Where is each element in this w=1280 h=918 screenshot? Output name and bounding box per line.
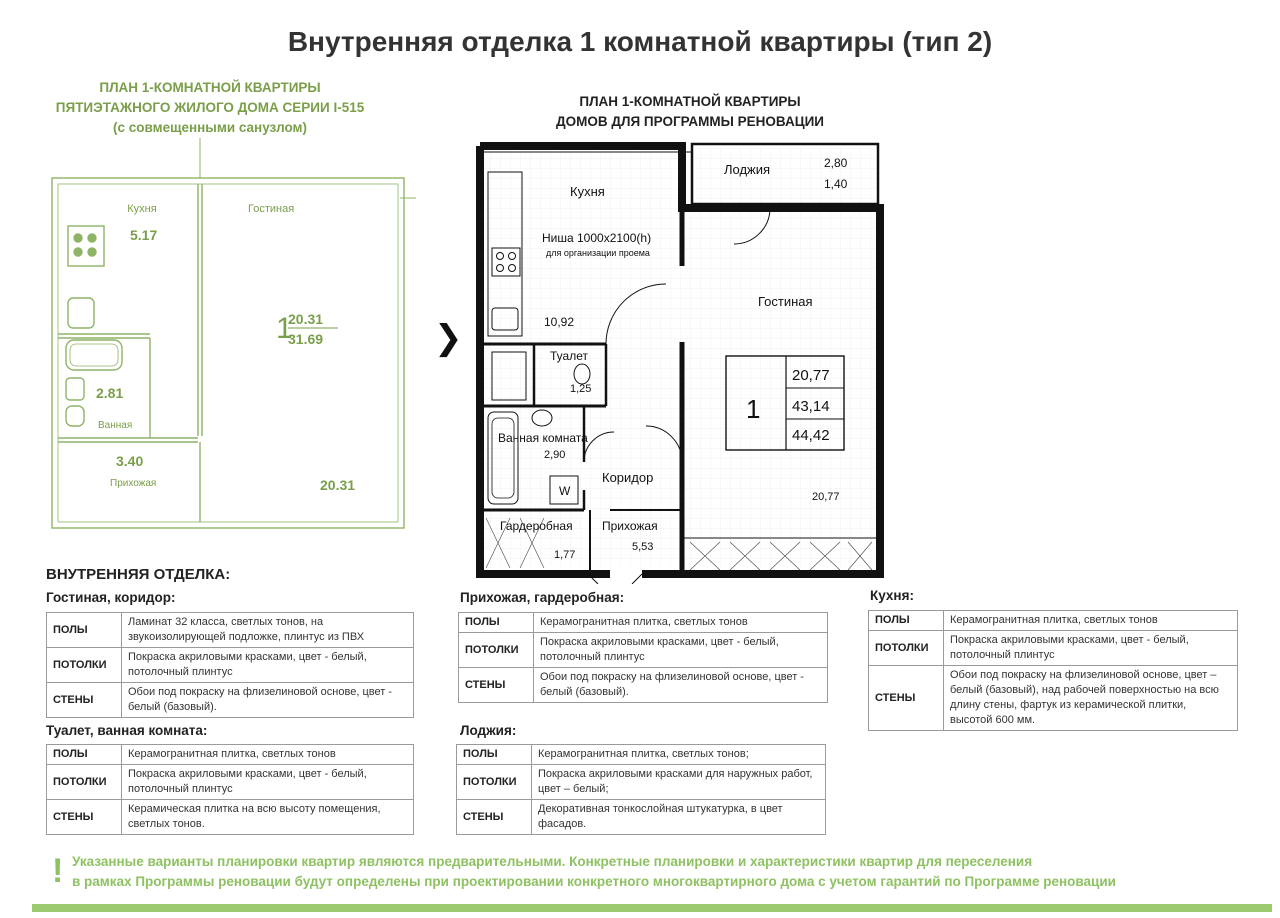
row-value: Керамогранитная плитка, светлых тонов: [944, 611, 1238, 631]
table-row: [47, 613, 414, 648]
row-key: ПОЛЫ: [47, 613, 122, 648]
footer-bar: [32, 904, 1272, 912]
table-row: [47, 683, 414, 718]
row-value: Покраска акриловыми красками, цвет - белый, потолочный плинтус: [122, 648, 414, 683]
spec-table-loggia: [456, 744, 826, 835]
table-row: [457, 765, 826, 800]
room-number: 1: [746, 394, 761, 424]
chevron-right-icon: ❯: [434, 319, 463, 357]
niche-sub-label: для организации проема: [546, 248, 650, 258]
row-key: ПОТОЛКИ: [47, 765, 122, 800]
kitchen-area: 10,92: [544, 315, 575, 329]
row-value: Керамическая плитка на всю высоту помещения, светлых тонов.: [122, 800, 414, 835]
row-key: ПОЛЫ: [457, 745, 532, 765]
row-key: СТЕНЫ: [47, 800, 122, 835]
left-hall-label: Прихожая: [110, 478, 157, 489]
row-key: СТЕНЫ: [459, 668, 534, 703]
row-value: Керамогранитная плитка, светлых тонов: [122, 745, 414, 765]
disclaimer-line: Указанные варианты планировки квартир являются предварительными. Конкретные планировки и характеристики квартир для переселения: [72, 854, 1033, 869]
living-area: 20,77: [812, 491, 840, 503]
table-row: [47, 765, 414, 800]
section-title-toilet: Туалет, ванная комната:: [46, 723, 208, 738]
row-key: ПОЛЫ: [869, 611, 944, 631]
disclaimer-line: в рамках Программы реновации будут определены при проектировании конкретного многоквартирного дома с учетом гарантий по Программе реновации: [72, 874, 1116, 889]
stove: [68, 226, 104, 266]
outer-wall: [52, 178, 404, 528]
right-plan-heading-line: ДОМОВ ДЛЯ ПРОГРАММЫ РЕНОВАЦИИ: [556, 114, 824, 129]
exclamation-icon: !: [52, 852, 64, 890]
spec-table-living: [46, 612, 414, 718]
left-hall-area: 3.40: [116, 453, 144, 469]
left-bath-label: Ванная: [98, 420, 133, 431]
left-kitchen-area: 5.17: [130, 227, 158, 243]
table-row: [459, 633, 828, 668]
section-title-loggia: Лоджия:: [460, 723, 517, 738]
row-key: ПОТОЛКИ: [457, 765, 532, 800]
washer-label: W: [559, 484, 571, 498]
right-floor-plan: [470, 138, 890, 584]
toilet-label: Туалет: [550, 349, 588, 363]
hall-area: 5,53: [632, 541, 654, 553]
table-row: [459, 668, 828, 703]
toilet-fixture: [66, 406, 84, 426]
table-row: [869, 666, 1238, 731]
row-value: Ламинат 32 класса, светлых тонов, на звукоизолирующей подложке, плинтус из ПВХ: [122, 613, 414, 648]
left-plan-heading-line: ПЛАН 1-КОМНАТНОЙ КВАРТИРЫ: [99, 80, 321, 95]
table-row: [47, 745, 414, 765]
section-title-kitchen: Кухня:: [870, 588, 914, 603]
row-key: ПОТОЛКИ: [869, 631, 944, 666]
left-total-area: 31.69: [288, 331, 324, 347]
row-value: Керамогранитная плитка, светлых тонов;: [532, 745, 826, 765]
wardrobe-area: 1,77: [554, 549, 576, 561]
table-row: [457, 800, 826, 835]
table-row: [457, 745, 826, 765]
spec-table-hall: [458, 612, 828, 703]
right-plan-heading-line: ПЛАН 1-КОМНАТНОЙ КВАРТИРЫ: [579, 94, 801, 109]
page-title: Внутренняя отделка 1 комнатной квартиры (тип 2): [287, 26, 993, 57]
row-key: СТЕНЫ: [47, 683, 122, 718]
table-row: [869, 611, 1238, 631]
row-key: ПОЛЫ: [459, 613, 534, 633]
left-plan-heading-line: (с совмещенными санузлом): [112, 120, 308, 135]
room-area-1: 20,77: [792, 367, 830, 384]
bathroom-label: Ванная комната: [498, 431, 588, 445]
living-label: Гостиная: [758, 294, 813, 309]
kitchen-label: Кухня: [570, 184, 605, 199]
row-key: ПОТОЛКИ: [47, 648, 122, 683]
row-value: Керамогранитная плитка, светлых тонов: [534, 613, 828, 633]
table-row: [459, 613, 828, 633]
table-row: [869, 631, 1238, 666]
loggia-value-1: 2,80: [824, 156, 848, 170]
room-area-2: 43,14: [792, 398, 830, 415]
corridor-label: Коридор: [602, 470, 654, 485]
spec-table-toilet: [46, 744, 414, 835]
row-key: ПОТОЛКИ: [459, 633, 534, 668]
section-title-living: Гостиная, коридор:: [46, 590, 176, 605]
row-value: Покраска акриловыми красками, цвет - белый, потолочный плинтус: [122, 765, 414, 800]
row-value: Покраска акриловыми красками для наружных работ, цвет – белый;: [532, 765, 826, 800]
disclaimer-note: [72, 852, 1116, 892]
row-value: Декоративная тонкослойная штукатурка, в цвет фасадов.: [532, 800, 826, 835]
row-value: Обои под покраску на флизелиновой основе, цвет - белый (базовый).: [534, 668, 828, 703]
row-value: Обои под покраску на флизелиновой основе, цвет – белый (базовый), над рабочей поверхностью на всю длину стены, фартук из керамической плитки, высотой 600 мм.: [944, 666, 1238, 731]
loggia-value-2: 1,40: [824, 177, 848, 191]
row-value: Покраска акриловыми красками, цвет - белый, потолочный плинтус: [944, 631, 1238, 666]
left-plan-heading-line: ПЯТИЭТАЖНОГО ЖИЛОГО ДОМА СЕРИИ I-515: [55, 100, 365, 115]
row-key: СТЕНЫ: [869, 666, 944, 731]
bathroom-area: 2,90: [544, 449, 566, 461]
left-living-label: Гостиная: [248, 203, 295, 215]
washbasin: [66, 378, 84, 400]
left-bath-area: 2.81: [96, 385, 124, 401]
niche-label: Ниша 1000х2100(h): [542, 231, 652, 245]
left-living-area: 20.31: [288, 311, 324, 327]
right-plan-heading: [510, 92, 870, 132]
left-bottom-area: 20.31: [320, 477, 356, 493]
left-floor-plan: [40, 138, 420, 538]
table-row: [47, 648, 414, 683]
section-title-hall: Прихожая, гардеробная:: [460, 590, 625, 605]
kitchen-sink: [68, 298, 94, 328]
wardrobe-label: Гардеробная: [500, 519, 573, 533]
loggia-label: Лоджия: [724, 162, 771, 177]
spec-table-kitchen: [868, 610, 1238, 731]
toilet-area: 1,25: [570, 383, 592, 395]
hall-label: Прихожая: [602, 519, 658, 533]
row-value: Покраска акриловыми красками, цвет - белый, потолочный плинтус: [534, 633, 828, 668]
table-row: [47, 800, 414, 835]
left-plan-heading: [40, 78, 380, 138]
left-room-number: 1: [276, 312, 293, 345]
finishing-heading: ВНУТРЕННЯЯ ОТДЕЛКА:: [46, 566, 231, 583]
row-value: Обои под покраску на флизелиновой основе, цвет - белый (базовый).: [122, 683, 414, 718]
left-kitchen-label: Кухня: [127, 203, 157, 215]
room-area-3: 44,42: [792, 427, 830, 444]
row-key: СТЕНЫ: [457, 800, 532, 835]
row-key: ПОЛЫ: [47, 745, 122, 765]
